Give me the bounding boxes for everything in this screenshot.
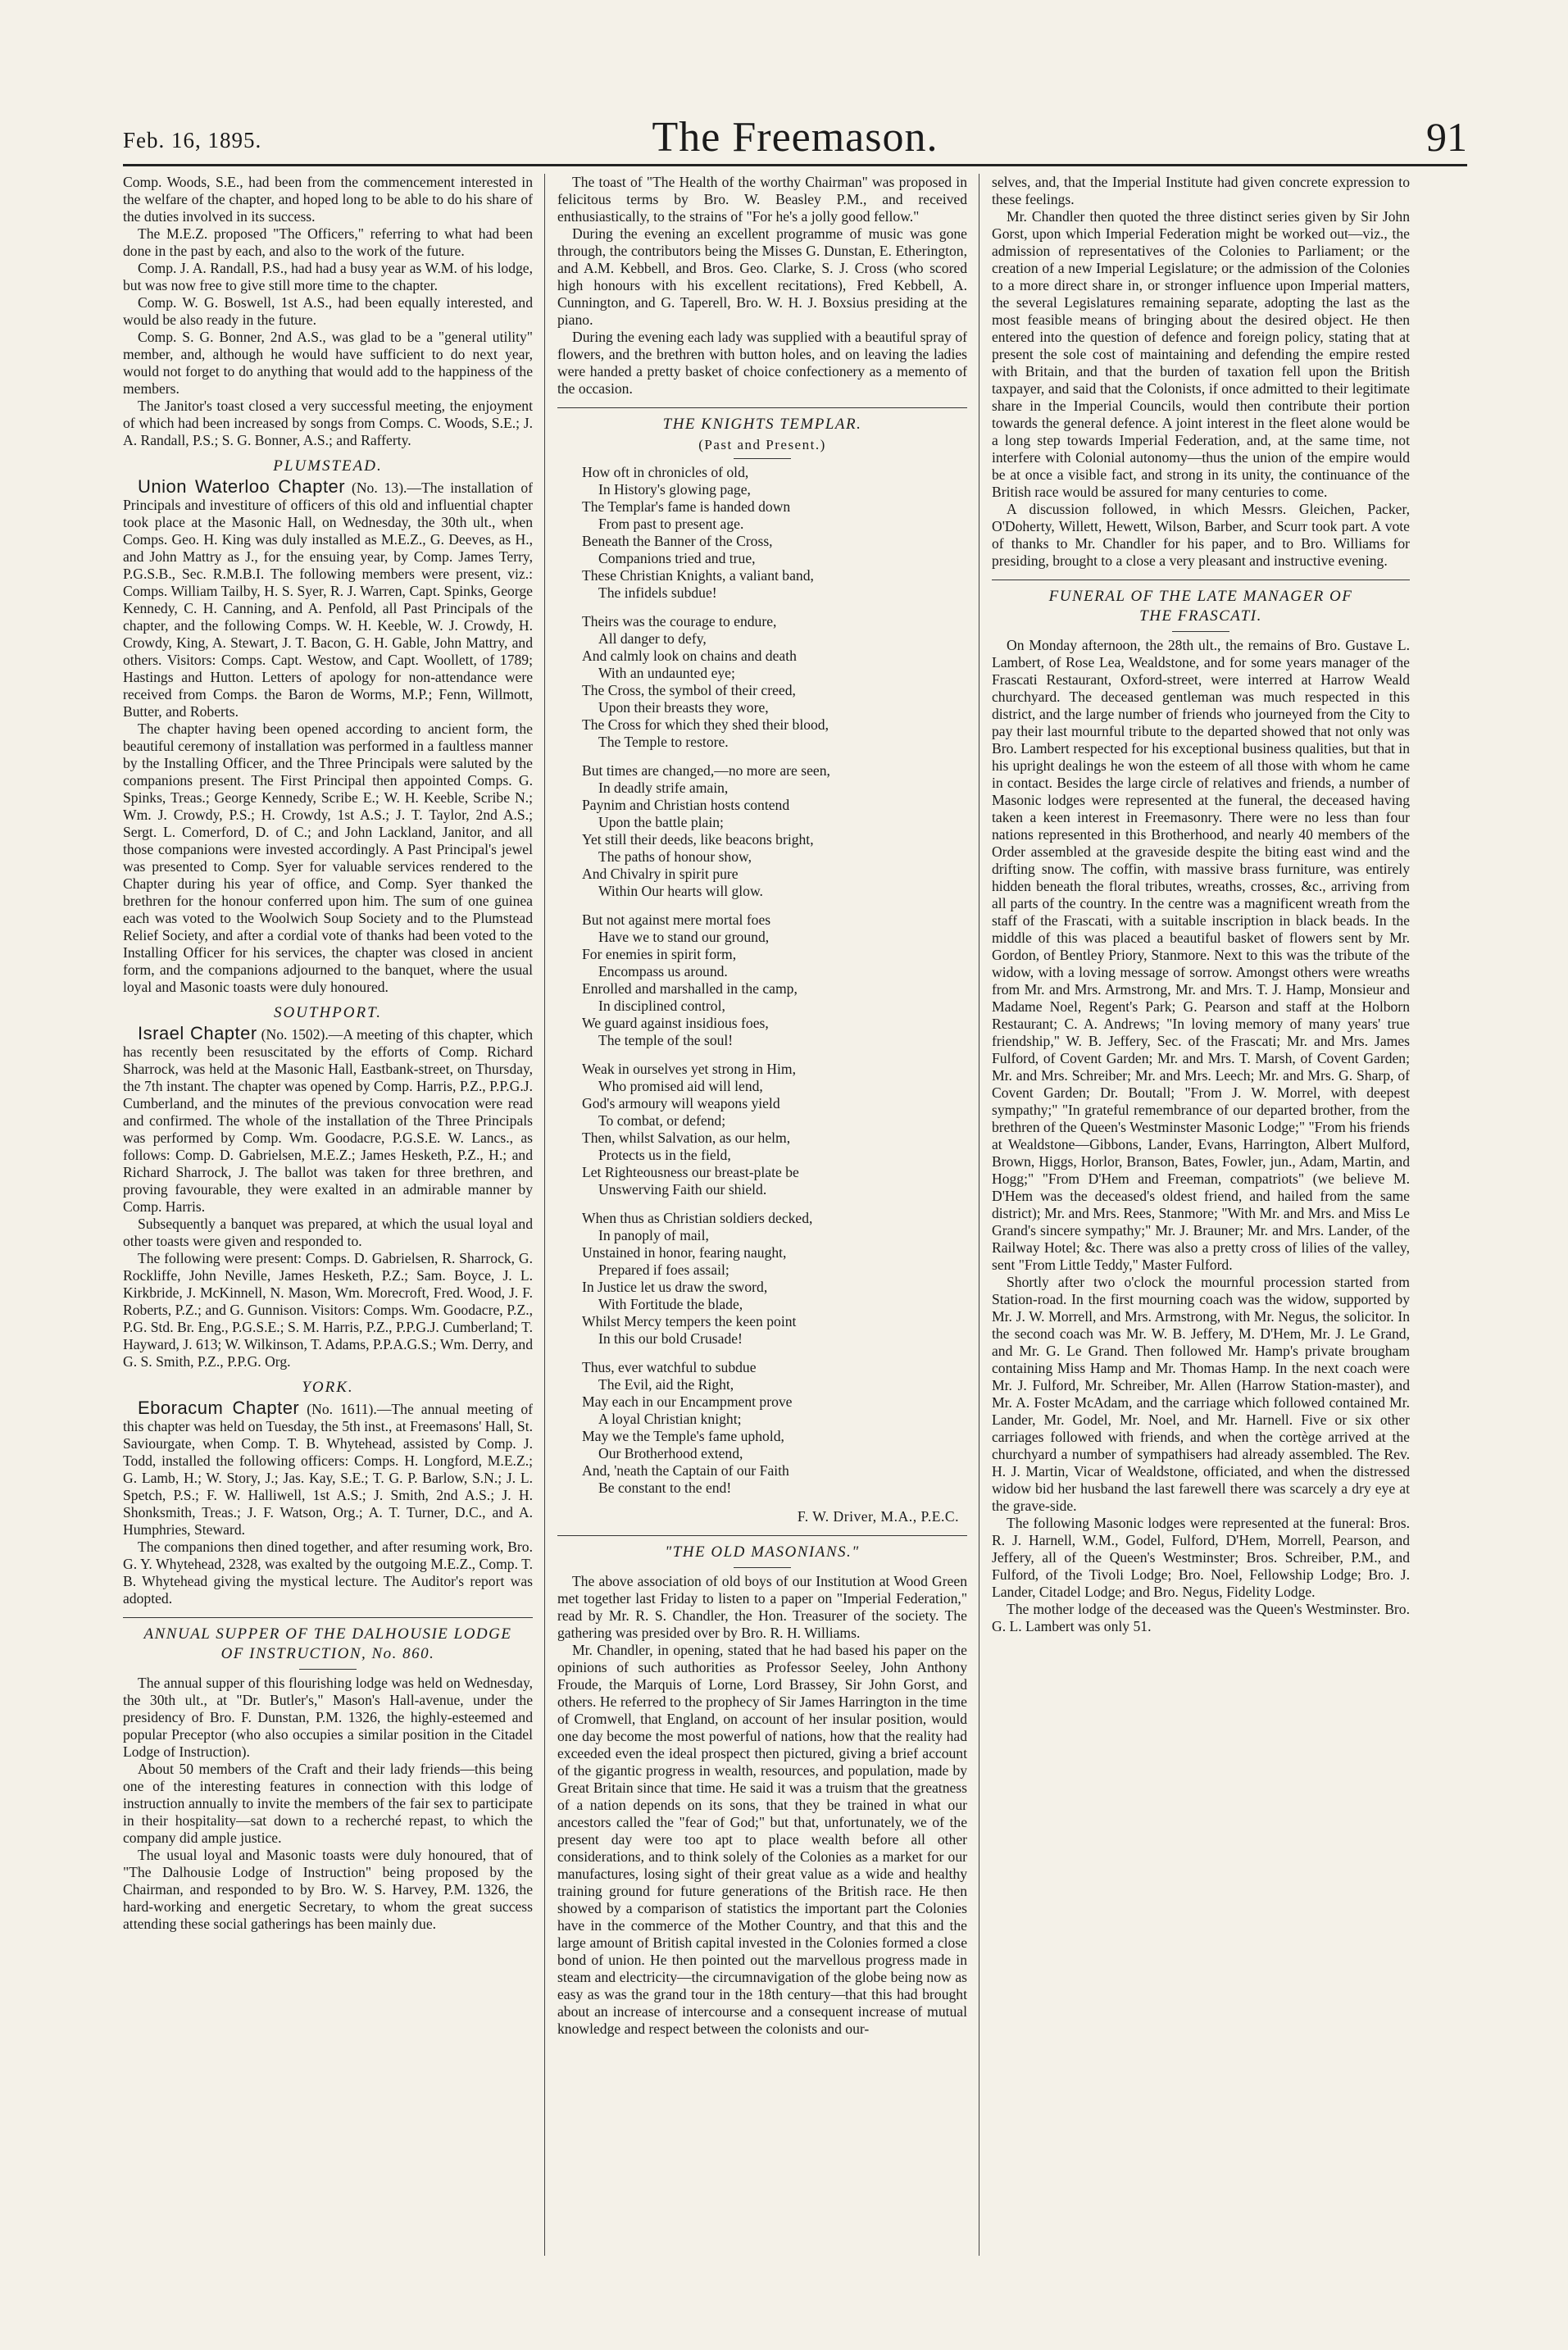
poem-line: May each in our Encampment prove — [582, 1393, 793, 1410]
poem-line: How oft in chronicles of old, — [582, 464, 749, 480]
poem-line: From past to present age. — [598, 516, 744, 532]
paragraph: The M.E.Z. proposed "The Officers," referring to what had been done in the past by each, and also to the work of the future. — [123, 225, 533, 259]
poem-line: And Chivalry in spirit pure — [582, 866, 739, 882]
paragraph-text: —The installation of Principals and investiture of officers of this old and influential chapter took place at the Masonic Hall, on Wednesday, the 30th ult., when Comps. Geo. H. King was duly installed as M.E.Z., G. Deeves, as H., and John Mattry as J., for the ensuing year, by Comp. James Terry, P.G.S.B., Sec. R.M.B.I. The following members were present, viz.: Comps. William Tailby, H. S. Syer, R. J. Warren, Capt. Spinks, George Kennedy, C. H. Canning, and A. Penfold, all Past Principals of the chapter, and the following Comps. W. H. Keeble, W. J. Crowdy, H. Crowdy, King, A. Stewart, J. T. Bacon, G. H. Gable, John Mattry, and others. Visitors: Comps. Capt. Westow, and Capt. Woollett, of 1789; Hastings and Hutton. Letters of apology for non-attendance were received from Comps. the Baron de Worms, M.P.; Fenn, Willmott, Butter, and Roberts. — [123, 480, 533, 720]
heading-line: ANNUAL SUPPER OF THE DALHOUSIE LODGE — [143, 1625, 512, 1643]
poem-line: And, 'neath the Captain of our Faith — [582, 1462, 789, 1479]
poem-title: THE KNIGHTS TEMPLAR. — [662, 416, 862, 433]
paragraph: The chapter having been opened according to ancient form, the beautiful ceremony of installation was performed in a faultless manner by the Installing Officer, and the Three Principals were saluted by the companions present. The First Principal then appointed Comps. G. Spinks, Treas.; George Kennedy, Scribe E.; W. H. Keeble, Scribe N.; Wm. J. Crowdy, P.S.; H. Crowdy, 1st A.S.; J. T. Taylor, 2nd A.S.; Sergt. L. Comerford, D. of C.; and John Lackland, Janitor, and all those companions were invested accordingly. A Past Principal's jewel was presented to Comp. Syer for valuable services rendered to the Chapter during his year of office, and Comp. Syer thanked the brethren for the honour conferred upon him. The sum of one guinea each was voted to the Woolwich Soup Society and to the Plumstead Relief Society, and after a cordial vote of thanks had been voted to the Installing Officer for his services, the chapter was closed in ancient form, and the companions adjourned to the banquet, where the usual loyal and Masonic toasts were duly honoured. — [123, 720, 533, 995]
poem-line: Whilst Mercy tempers the keen point — [582, 1313, 797, 1330]
poem-line: The Templar's fame is handed down — [582, 498, 791, 515]
paragraph: During the evening each lady was supplied with a beautiful spray of flowers, and the brethren with button holes, and on leaving the ladies were handed a pretty basket of choice confectionery as a memento of the occasion. — [557, 329, 967, 397]
poem-line: Weak in ourselves yet strong in Him, — [582, 1061, 796, 1077]
poem-signature: F. W. Driver, M.A., P.E.C. — [797, 1508, 959, 1525]
poem-line: Companions tried and true, — [598, 550, 756, 566]
newspaper-title: The Freemason. — [652, 114, 939, 161]
page-number: 91 — [1426, 114, 1467, 160]
poem-line: Unstained in honor, fearing naught, — [582, 1244, 787, 1261]
poem-line: A loyal Christian knight; — [598, 1411, 742, 1427]
section-heading-plumstead: PLUMSTEAD. — [273, 457, 383, 475]
article-rule — [557, 1535, 967, 1536]
article-heading-dalhousie — [123, 1625, 533, 1664]
paragraph: On Monday afternoon, the 28th ult., the remains of Bro. Gustave L. Lambert, of Rose Lea, Wealdstone, and for some years manager of the Frascati Restaurant, Oxford-street, were interred at Harrow Weald churchyard. The deceased gentleman was much respected in this district, and the large number of friends who journeyed from the City to pay their last mournful tribute to the departed showed that not only was Bro. Lambert respected for his exceptional business qualities, but that in his upright dealings he won the esteem of all those with whom he came in contact. Besides the large circle of relatives and friends, a number of Masonic lodges were represented at the funeral, the deceased having taken a keen interest in Freemasonry. There were no less than four nations represented in this Brotherhood, and nearly 40 members of the Order assembled at the graveside despite the biting east wind and the drifting snow. The coffin, with massive brass furniture, was entirely hidden beneath the floral tributes, wreaths, crosses, &c., arriving from all parts of the country. In the centre was a magnificent wreath from the staff of the Frascati, with a suitable inscription in black beads. In the middle of this was placed a beautiful basket of flowers sent by Mr. Gordon, of Bentley Priory, Stanmore. Next to this was the tribute of the widow, with a loving message of sorrow. Amongst others were wreaths from Mr. and Mrs. Armstrong, Mr. and Mrs. T. J. Hamp, Monsieur and Madame Noel, Regent's Park; G. Pearson and staff at the Holborn Restaurant; C. A. Andrews; "In loving memory of many years' true friendship," W. B. Jeffery, Sec. of the Frascati; Mr. and Mrs. James Fulford, of Covent Garden; Mr. and Mrs. T. Marsh, of Covent Garden; Mr. and Mrs. Schreiber; Mr. and Mrs. Leech; Mr. and Mrs. G. Sharp, of Covent Garden; Dr. Boutall; "From J. W. Morrel, with deepest sympathy;" "In grateful remembrance of our departed brother, from the brethren of the Queen's Westminster Masonic Lodge;" "From his friends at Wealdstone—Gibbons, Lander, Evans, Harrington, Albert Mulford, Brown, Higgs, Horlor, Branson, Bates, Fowler, jun., Adam, Martin, and Hogg;" "From D'Hem and Freeman, compatriots" (we believe M. D'Hem was the deceased's oldest friend, and hailed from the same district); Mr. and Mrs. Rees, Stanmore; "With Mr. and Mrs. and Miss Le Grand's sincere sympathy;" Mr. J. Brauner; Mr. and Mrs. Lander, of the Railway Hotel; &c. There was also a pretty cross of lilies of the valley, sent "From Little Teddy," Master Fulford. — [992, 637, 1410, 1273]
poem-line: Unswerving Faith our shield. — [598, 1181, 767, 1198]
paragraph: Comp. Woods, S.E., had been from the commencement interested in the welfare of the chapter, and hoped long to be able to do his share of the duties involved in its success. — [123, 174, 533, 225]
poem-line: Let Righteousness our breast-plate be — [582, 1164, 799, 1180]
column-2 — [557, 174, 967, 2038]
paragraph: The following Masonic lodges were represented at the funeral: Bros. R. J. Harnell, W.M., Godel, Fulford, D'Hem, Morrell, Pearson, and Jeffery, all of the Queen's Westminster; Bros. Schreiber, P.M., and Fulford, of the Tivoli Lodge; Bro. Noel, Fellowship Lodge; Bro. J. Lander, Citadel Lodge; and Bro. Negus, Fidelity Lodge. — [992, 1515, 1410, 1600]
poem-stanza — [582, 1210, 967, 1348]
column-3 — [992, 174, 1410, 1635]
poem-line: Have we to stand our ground, — [598, 929, 770, 945]
poem-line: But times are changed,—no more are seen, — [582, 762, 830, 779]
poem-line: May we the Temple's fame uphold, — [582, 1428, 784, 1444]
poem-line: The paths of honour show, — [598, 848, 752, 865]
paragraph: Mr. Chandler, in opening, stated that he had based his paper on the opinions of such authorities as Professor Seeley, John Anthony Froude, the Marquis of Lorne, Lord Brassey, Sir John Gorst, and others. He referred to the prophecy of Sir James Harrington in the time of Cromwell, that England, on account of her insular position, would one day become the most powerful of nations, how that the reality had exceeded even the ideal prospect then pictured, giving a brief account of the gigantic progress in wealth, resources, and population, made by Great Britain since that time. He said it was a truism that the greatness of a nation depends on its sons, that they be trained in what our ancestors called the "fear of God;" but that, unfortunately, we of the present day were too apt to place wealth before all other considerations, and to think solely of the Colonies as a market for our manufactures, losing sight of their great value as a wide and healthy training ground for future generations of the British race. He then showed by a comparison of statistics the important part the Colonies have in the commerce of the Mother Country, and that this and the large amount of British capital invested in the Colonies formed a close bond of union. He then pointed out the marvellous progress made in steam and electricity—the circumnavigation of the globe being now as easy as was the grand tour in the 18th century—that this had brought about an increase of intercourse and a consequent increase of mutual knowledge and respect between the colonists and our- — [557, 1642, 967, 2037]
paragraph — [123, 478, 533, 720]
poem-line: But not against mere mortal foes — [582, 911, 771, 928]
poem-line: The temple of the soul! — [598, 1032, 734, 1048]
issue-date: Feb. 16, 1895. — [123, 128, 262, 152]
poem-line: For enemies in spirit form, — [582, 946, 737, 962]
article-heading-funeral — [992, 587, 1410, 626]
poem-line: In this our bold Crusade! — [598, 1330, 743, 1347]
poem-line: The infidels subdue! — [598, 584, 717, 601]
poem-line: And calmly look on chains and death — [582, 648, 797, 664]
poem-line: To combat, or defend; — [598, 1112, 726, 1129]
paragraph: The annual supper of this flourishing lodge was held on Wednesday, the 30th ult., at "Dr. Butler's," Mason's Hall-avenue, under the presidency of Bro. F. Dunstan, P.M. 1326, the highly-esteemed and popular Preceptor (who also occupies a similar position in the Citadel Lodge of Instruction). — [123, 1675, 533, 1760]
paragraph: selves, and, that the Imperial Institute had given concrete expression to these feelings. — [992, 174, 1410, 207]
masthead-rule — [123, 164, 1467, 166]
poem-line: Paynim and Christian hosts contend — [582, 797, 790, 813]
poem-line: Our Brotherhood extend, — [598, 1445, 743, 1461]
paragraph-text: —The annual meeting of this chapter was held on Tuesday, the 5th inst., at Freemasons' Hall, St. Saviourgate, when Comp. T. B. Whytehead, assisted by Comp. J. Todd, installed the following officers: Comps. H. Longford, M.E.Z.; G. Lamb, H.; W. Story, J.; Jas. Kay, S.E.; T. G. P. Barlow, S.N.; J. L. Spetch, P.S.; F. W. Halliwell, 1st A.S.; J. Smith, 2nd A.S.; J. H. Shonksmith, Treas.; J. F. Watson, Org.; A. T. Turner, D.C., and A. Humphries, Steward. — [123, 1401, 533, 1538]
lead-chapter-name: Eboracum Chapter — [138, 1398, 300, 1418]
column-divider — [544, 174, 545, 2256]
poem-line: In History's glowing page, — [598, 481, 751, 498]
paragraph: Subsequently a banquet was prepared, at which the usual loyal and other toasts were given and responded to. — [123, 1216, 533, 1249]
poem-line: God's armoury will weapons yield — [582, 1095, 780, 1111]
poem-line: Protects us in the field, — [598, 1147, 731, 1163]
paragraph: The usual loyal and Masonic toasts were duly honoured, that of "The Dalhousie Lodge of Instruction" being proposed by the Chairman, and responded to by Bro. W. S. Harvey, P.M. 1326, the hard-working and energetic Secretary, to whom the great success attending these social gatherings has been mainly due. — [123, 1847, 533, 1932]
heading-line: FUNERAL OF THE LATE MANAGER OF — [1048, 588, 1353, 605]
poem-line: The Cross for which they shed their blood, — [582, 716, 829, 733]
poem-line: These Christian Knights, a valiant band, — [582, 567, 814, 584]
paragraph: Mr. Chandler then quoted the three distinct series given by Sir John Gorst, upon which Imperial Federation might be worked out—viz., the admission of representatives of the Colonies to Parliament; or the creation of a new Imperial Legislature; or the admission of the Colonies to a more direct share in, or stronger influence upon Imperial matters, the several Legislatures remaining separate, adopting the last as the most feasible means of bringing about the desired object. He then entered into the question of defence and foreign policy, stating that at present the sole cost of maintaining and defending the empire rested with Britain, and that the burden of taxation fell upon the British taxpayer, and said that the Colonists, if once admitted to their legitimate share in the Imperial Councils, would then contribute their portion towards the general defence. A joint interest in the fleet alone would be a long step towards Imperial Federation, and, at the same time, not interfere with Colonial autonomy—thus the union of the empire would be at once a visible fact, and strong in its unity, the continuance of the British race would be assured for many centuries to come. — [992, 208, 1410, 500]
poem-line: All danger to defy, — [598, 630, 707, 647]
short-rule — [299, 1669, 357, 1670]
poem-line: Beneath the Banner of the Cross, — [582, 533, 773, 549]
poem-stanza — [582, 464, 967, 602]
article-rule — [123, 1617, 533, 1618]
lead-chapter-number: (No. 13). — [345, 480, 407, 496]
paragraph-text: —A meeting of this chapter, which has recently been resuscitated by the efforts of Comp. Richard Sharrock, was held at the Masonic Hall, Eastbank-street, on Thursday, the 7th instant. The chapter was opened by Comp. Harris, P.Z., P.P.G.J. Cumberland, and the minutes of the previous convocation were read and confirmed. The whole of the installation of the Three Principals was performed by Comp. Wm. Goodacre, P.G.S.E. W. Lancs., as follows: Comp. D. Gabrielsen, M.E.Z.; James Hesketh, P.Z., H.; and Richard Sharrock, J. The ballot was taken for three brethren, and proving favourable, they were exalted in an admirable manner by Comp. Harris. — [123, 1026, 533, 1215]
section-heading-york: YORK. — [302, 1379, 354, 1396]
masthead — [123, 113, 1467, 162]
short-rule — [734, 458, 791, 459]
poem-line: Be constant to the end! — [598, 1480, 732, 1496]
poem-line: With Fortitude the blade, — [598, 1296, 743, 1312]
column-1 — [123, 174, 533, 1933]
paragraph: The following were present: Comps. D. Gabrielsen, R. Sharrock, G. Rockliffe, John Neville, James Hesketh, P.Z.; Sam. Boyce, J. L. Kirkbride, J. McKinnell, N. Mason, Wm. Morecroft, Fred. Wood, J. F. Roberts, P.Z.; and G. Gunnison. Visitors: Comps. Wm. Goodacre, P.Z., P.G. Std. Br. Eng., P.G.S.E.; S. M. Harris, P.Z., P.P.G.J. Cumberland; T. Hayward, J. 613; W. Wilkinson, T. Adams, P.P.A.G.S.; Wm. Derry, and G. S. Smith, P.Z., P.P.G. Org. — [123, 1250, 533, 1370]
paragraph: The above association of old boys of our Institution at Wood Green met together last Friday to listen to a paper on "Imperial Federation," read by Mr. R. S. Chandler, the Hon. Treasurer of the society. The gathering was presided over by Bro. R. H. Williams. — [557, 1573, 967, 1641]
poem-line: Within Our hearts will glow. — [598, 883, 763, 899]
paragraph: Shortly after two o'clock the mournful procession started from Station-road. In the first mourning coach was the widow, supported by Mr. J. W. Morrell, and Mrs. Armstrong, with Mr. Negus, the solicitor. In the second coach was Mr. W. B. Jeffery, M. D'Hem, Mr. J. Le Grand, and Mr. G. Le Grand. Then followed Mr. Hamp's private brougham containing Miss Hamp and Mr. Thomas Hamp. In the next coach were Mr. J. Fulford, Mr. Schreiber, Mr. Allen (Harrow Station-master), and Mr. A. Foster McAdam, and the carriage which followed contained Mr. Lander, Mr. Godel, Mr. Noel, and Mr. Harnell. Five or six other carriages followed with friends, and when the cortège arrived at the churchyard a number of sympathisers had already assembled. The Rev. H. J. Martin, Vicar of Wealdstone, officiated, and when the distressed widow bid her husband the last farewell there was scarcely a dry eye at the grave-side. — [992, 1274, 1410, 1514]
poem-line: Theirs was the courage to endure, — [582, 613, 777, 630]
poem-line: When thus as Christian soldiers decked, — [582, 1210, 813, 1226]
paragraph — [123, 1025, 533, 1216]
poem-line: We guard against insidious foes, — [582, 1015, 769, 1031]
poem-line: Yet still their deeds, like beacons bright, — [582, 831, 814, 848]
poem-line: Prepared if foes assail; — [598, 1261, 729, 1278]
poem-line: The Evil, aid the Right, — [598, 1376, 734, 1393]
lead-chapter-number: (No. 1502). — [257, 1026, 329, 1043]
short-rule — [1172, 631, 1229, 632]
paragraph: Comp. J. A. Randall, P.S., had had a busy year as W.M. of his lodge, but was now free to give still more time to the chapter. — [123, 260, 533, 293]
heading-line: OF INSTRUCTION, No. 860. — [220, 1645, 435, 1662]
paragraph — [123, 1399, 533, 1539]
paragraph: The companions then dined together, and after resuming work, Bro. G. Y. Whytehead, 2328, was exalted by the outgoing M.E.Z., Comp. T. B. Whytehead giving the mystical lecture. The Auditor's report was adopted. — [123, 1539, 533, 1607]
poem-subtitle: (Past and Present.) — [698, 437, 826, 452]
paragraph: During the evening an excellent programme of music was gone through, the contributors being the Misses G. Dunstan, E. Etherington, and A.M. Kebbell, and Bros. Geo. Clarke, S. J. Cross (who scored high honours with his excellent recitations), Fred Kebbell, A. Cunnington, and G. Taperell, Bro. W. H. J. Boxsius presiding at the piano. — [557, 225, 967, 328]
paragraph: The toast of "The Health of the worthy Chairman" was proposed in felicitous terms by Bro. W. Beasley P.M., and received enthusiastically, to the strains of "For he's a jolly good fellow." — [557, 174, 967, 225]
poem-line: Enrolled and marshalled in the camp, — [582, 980, 798, 997]
poem-line: Upon the battle plain; — [598, 814, 724, 830]
article-rule — [557, 407, 967, 408]
poem-line: In panoply of mail, — [598, 1227, 709, 1243]
poem-line: In disciplined control, — [598, 998, 725, 1014]
poem-stanza — [582, 1061, 967, 1198]
paragraph: Comp. S. G. Bonner, 2nd A.S., was glad to be a "general utility" member, and, although he would have sufficient to do next year, would not forget to do anything that would add to the happiness of the members. — [123, 329, 533, 397]
poem-line: The Cross, the symbol of their creed, — [582, 682, 796, 698]
poem-line: In deadly strife amain, — [598, 780, 729, 796]
poem-line: In Justice let us draw the sword, — [582, 1279, 768, 1295]
poem-stanza — [582, 911, 967, 1049]
paragraph: A discussion followed, in which Messrs. Gleichen, Packer, O'Doherty, Willett, Hewett, Wilson, Barber, and Scurr took part. A vote of thanks to Mr. Chandler for his paper, and to Bro. Williams for presiding, brought to a close a very pleasant and instructive evening. — [992, 501, 1410, 569]
paragraph: The mother lodge of the deceased was the Queen's Westminster. Bro. G. L. Lambert was only 51. — [992, 1601, 1410, 1634]
poem-line: Upon their breasts they wore, — [598, 699, 769, 716]
poem-line: Encompass us around. — [598, 963, 728, 980]
short-rule — [734, 1567, 791, 1568]
poem-stanza — [582, 1359, 967, 1497]
poem-line: Thus, ever watchful to subdue — [582, 1359, 757, 1375]
paragraph: The Janitor's toast closed a very successful meeting, the enjoyment of which had been increased by songs from Comps. C. Woods, S.E.; J. A. Randall, P.S.; S. G. Bonner, A.S.; and Rafferty. — [123, 398, 533, 448]
paragraph: Comp. W. G. Boswell, 1st A.S., had been equally interested, and would be also ready in the future. — [123, 294, 533, 328]
poem-body — [582, 464, 967, 1497]
article-heading-old-masonians: "THE OLD MASONIANS." — [665, 1543, 860, 1561]
section-heading-southport: SOUTHPORT. — [273, 1004, 383, 1021]
lead-chapter-name: Israel Chapter — [138, 1023, 257, 1043]
poem-line: The Temple to restore. — [598, 734, 729, 750]
poem-line: With an undaunted eye; — [598, 665, 735, 681]
paragraph: About 50 members of the Craft and their lady friends—this being one of the interesting features in connection with this lodge of instruction annually to invite the members of the fair sex to participate in their hospitality—sat down to a recherché repast, to which the company did ample justice. — [123, 1761, 533, 1846]
lead-chapter-number: (No. 1611). — [299, 1401, 377, 1417]
heading-line: THE FRASCATI. — [1139, 607, 1262, 625]
poem-line: Who promised aid will lend, — [598, 1078, 763, 1094]
poem-line: Then, whilst Salvation, as our helm, — [582, 1130, 791, 1146]
poem-stanza — [582, 762, 967, 900]
lead-chapter-name: Union Waterloo Chapter — [138, 476, 346, 497]
poem-stanza — [582, 613, 967, 751]
